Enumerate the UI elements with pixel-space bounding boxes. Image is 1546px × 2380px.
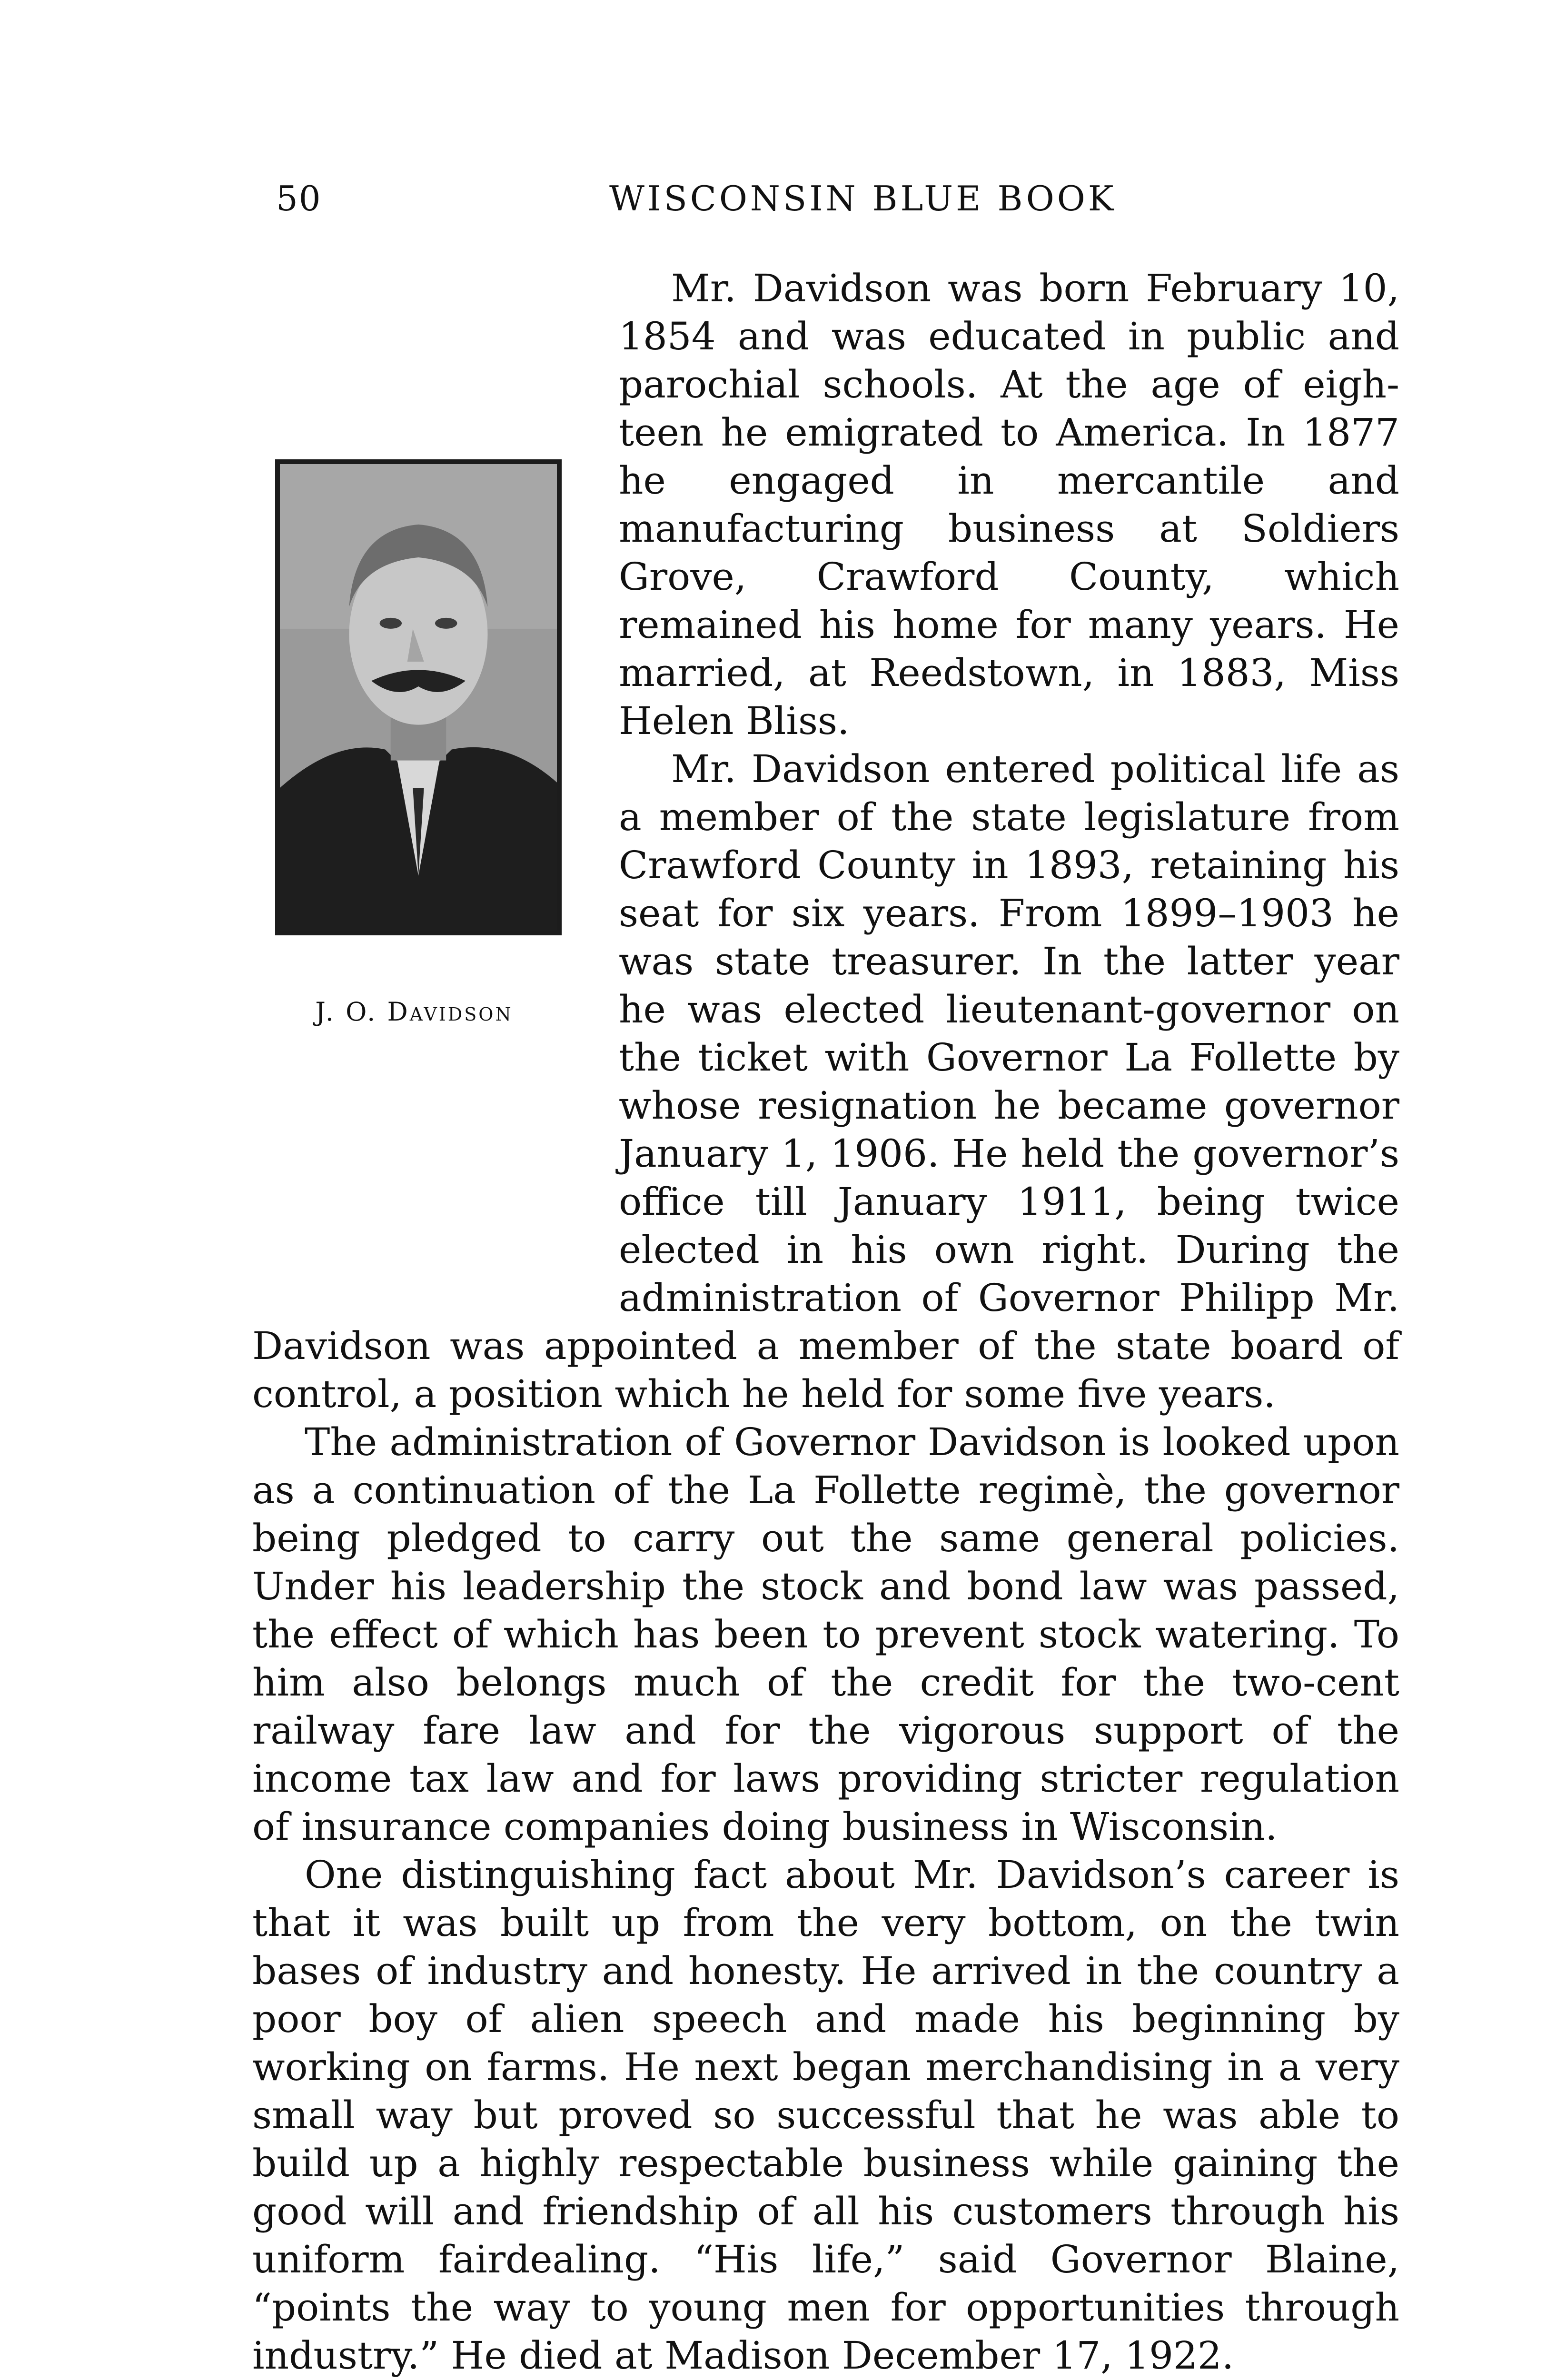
paragraph-character: One distinguishing fact about Mr. Davidson’s career is that it was built up from the very bottom, on the twin bases of industry and honesty. He arrived in the country a poor boy of alien speech and made his beginning by working on farms. He next began merchandising in a very small way but proved so successful that he was able to build up a highly respectable business while gaining the good will and friendship of all his customers through his uniform fairdealing. “His life,” said Governor Blaine, “points the way to young men for opportunities through industry.” He died at Madison December 17, 1922. — [252, 1853, 1399, 2378]
portrait-caption: J. O. Davidson — [315, 997, 513, 1027]
running-title: WISCONSIN BLUE BOOK — [609, 178, 1117, 218]
page-number: 50 — [276, 178, 322, 218]
paragraph-biography-early-life: Mr. Davidson was born February 10, 1854 and was educated in public and parochial schools. At the age of eighteen he emigrated to America. In 1877 he engaged in mercantile and manufacturing business at Soldiers Grove, Crawford County, which remained his home for many years. He married, at Reedstown, in 1883, Miss Helen Bliss. — [619, 266, 1399, 743]
paragraph-political-career: Mr. Davidson entered political life as a member of the state legislature from Crawford County in 1893, retaining his seat for six years. From 1899–1903 he was state treasurer. In the latter year he was elected lieutenant-governor on the ticket with Governor La Follette by whose resignation he became governor January 1, 1906. He held the governor’s office till January 1911, being twice elected in his own right. During the administration of Governor Philipp Mr. Davidson was appointed a member of the state board of control, a position which he held for some five years. — [252, 747, 1399, 1416]
portrait-photo-icon — [275, 459, 562, 935]
portrait-figure — [252, 455, 576, 1302]
article-body — [252, 264, 1399, 2380]
paragraph-administration: The administration of Governor Davidson is looked upon as a continuation of the La Follette regimè, the governor being pledged to carry out the same general policies. Under his leadership the stock and bond law was passed, the effect of which has been to prevent stock watering. To him also belongs much of the credit for the two-cent railway fare law and for the vigorous support of the income tax law and for laws providing stricter regulation of insurance companies doing business in Wisconsin. — [252, 1420, 1399, 1849]
page-header — [0, 177, 1546, 220]
